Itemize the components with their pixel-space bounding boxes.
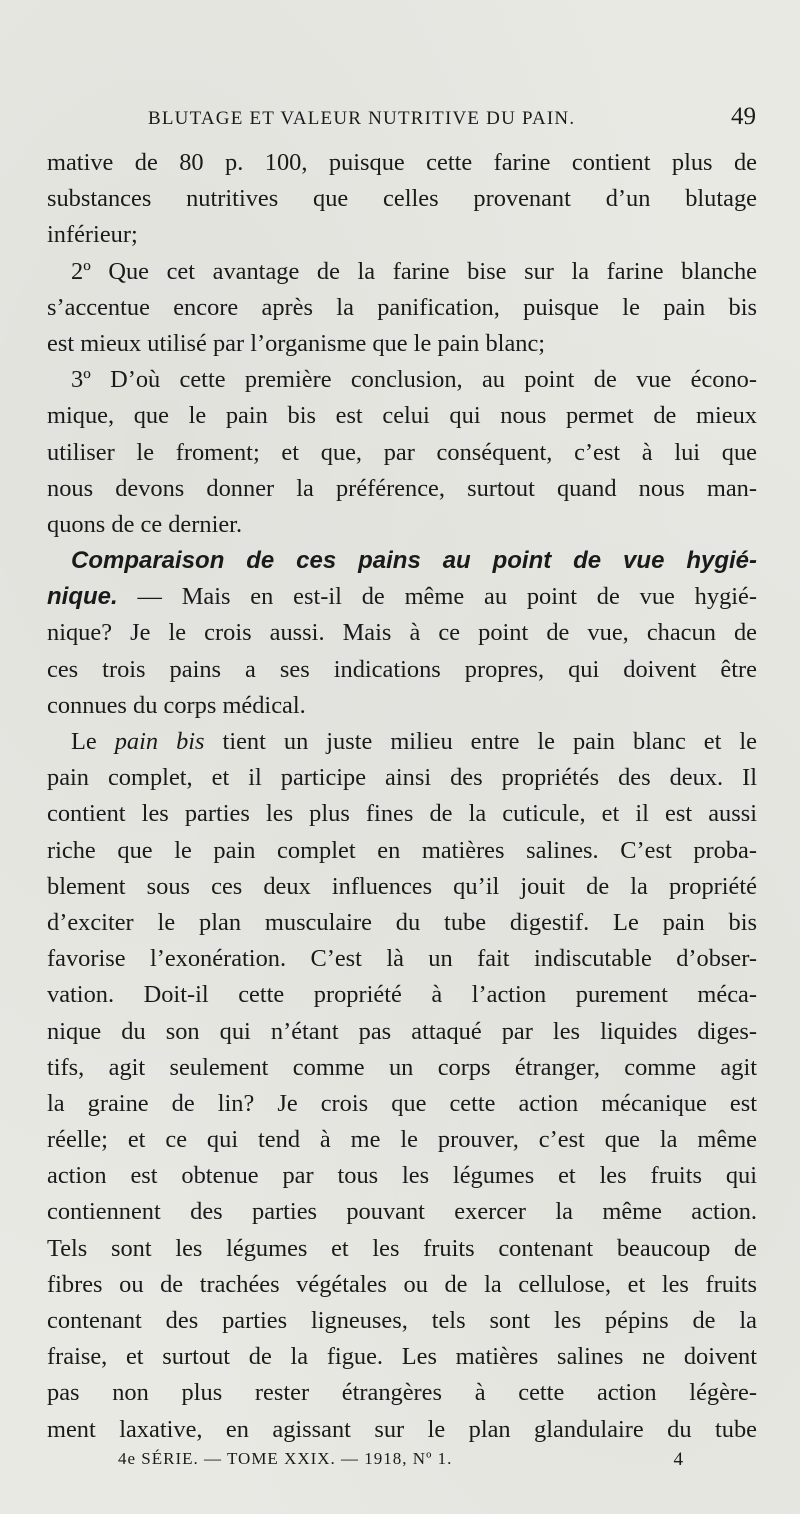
text-line	[47, 579, 757, 615]
section-heading-line	[47, 543, 757, 579]
running-header	[148, 103, 756, 133]
page-footer	[118, 1449, 684, 1471]
text-line: 2º Que cet avantage de la farine bise sur la farine blanche	[71, 257, 757, 285]
sheet-number: 4	[673, 1449, 684, 1470]
section-heading: Comparaison de ces pains au point de vue hygié-	[71, 547, 757, 575]
page-number: 49	[731, 103, 756, 130]
text-line: inférieur;	[47, 221, 138, 249]
text-line: est mieux utilisé par l’organisme que le pain blanc;	[47, 329, 546, 357]
text-line: nique? Je le crois aussi. Mais à ce point de vue, chacun de	[47, 619, 757, 647]
text-line: contient les parties les plus fines de la cuticule, et il est aussi	[47, 800, 757, 828]
text-line: contenant des parties ligneuses, tels sont les pépins de la	[47, 1307, 757, 1334]
text-line: réelle; et ce qui tend à me le prouver, c’est que la même	[47, 1126, 757, 1154]
italic-term: pain bis	[114, 728, 205, 755]
text-line: substances nutritives que celles provenant d’un blutage	[47, 185, 757, 213]
text-line: riche que le pain complet en matières salines. C’est proba-	[47, 836, 757, 864]
text-line: connues du corps médical.	[47, 691, 306, 719]
text-run: Le	[71, 728, 115, 755]
text-line: nique du son qui n’étant pas attaqué par les liquides diges-	[47, 1017, 757, 1045]
text-line: Tels sont les légumes et les fruits contenant beaucoup de	[47, 1234, 757, 1262]
text-line: pain complet, et il participe ainsi des propriétés des deux. Il	[47, 764, 757, 792]
text-line: mative de 80 p. 100, puisque cette farine contient plus de	[47, 149, 757, 176]
text-line: 3º D’où cette première conclusion, au point de vue écono-	[71, 366, 757, 394]
text-line: ment laxative, en agissant sur le plan glandulaire du tube	[47, 1415, 757, 1443]
text-line: s’accentue encore après la panification, puisque le pain bis	[47, 293, 757, 321]
text-run: — Mais en est-il de même au point de vue hygié-	[117, 583, 757, 611]
text-line: tifs, agit seulement comme un corps étranger, comme agit	[47, 1053, 757, 1081]
text-line: fraise, et surtout de la figue. Les matières salines ne doivent	[47, 1343, 757, 1371]
section-heading-end: nique.	[47, 583, 118, 611]
series-info: 4e SÉRIE. — TOME XXIX. — 1918, Nº 1.	[118, 1449, 453, 1468]
text-line: mique, que le pain bis est celui qui nous permet de mieux	[47, 402, 757, 430]
text-line: favorise l’exonération. C’est là un fait indiscutable d’obser-	[47, 945, 757, 973]
text-line: contiennent des parties pouvant exercer la même action.	[47, 1198, 757, 1226]
text-line: la graine de lin? Je crois que cette action mécanique est	[47, 1089, 757, 1117]
text-line: quons de ce dernier.	[47, 510, 243, 538]
text-run: tient un juste milieu entre le pain blanc et le	[204, 728, 757, 755]
text-line: vation. Doit-il cette propriété à l’action purement méca-	[47, 981, 757, 1009]
text-line: ces trois pains a ses indications propres, qui doivent être	[47, 655, 757, 683]
text-line: nous devons donner la préférence, surtout quand nous man-	[47, 474, 757, 502]
text-line: blement sous ces deux influences qu’il jouit de la propriété	[47, 872, 757, 900]
text-line: action est obtenue par tous les légumes et les fruits qui	[47, 1162, 757, 1190]
text-line	[47, 724, 757, 760]
text-line: pas non plus rester étrangères à cette action légère-	[47, 1379, 757, 1407]
text-line: d’exciter le plan musculaire du tube digestif. Le pain bis	[47, 908, 757, 936]
text-line: utiliser le froment; et que, par conséquent, c’est à lui que	[47, 438, 757, 466]
running-title: BLUTAGE ET VALEUR NUTRITIVE DU PAIN.	[148, 108, 576, 129]
body-text	[47, 145, 757, 1448]
text-line: fibres ou de trachées végétales ou de la cellulose, et les fruits	[47, 1270, 757, 1298]
